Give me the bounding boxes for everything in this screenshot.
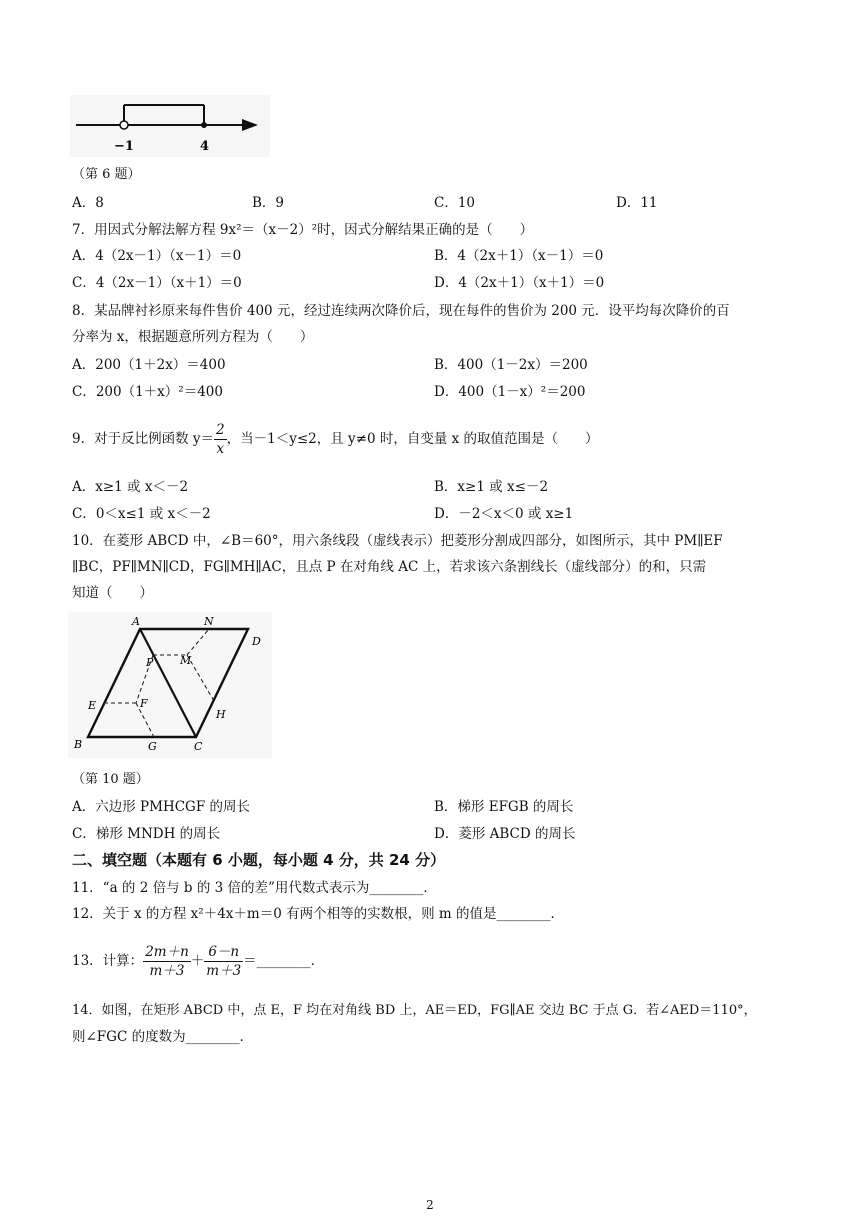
q9-fraction-numerator: 2 — [216, 422, 225, 438]
q13-prefix: 13．计算： — [72, 953, 144, 969]
q7-stem: 7．用因式分解法解方程 9x²＝（x－2）²时，因式分解结果正确的是（ ） — [72, 222, 534, 238]
q13-fraction-2 — [204, 943, 243, 980]
q9-option-b: B．x≥1 或 x≤－2 — [434, 479, 549, 495]
q7-option-c: C．4（2x－1）（x＋1）＝0 — [72, 275, 242, 291]
figure-6-caption: （第 6 题） — [72, 167, 141, 182]
q9-option-a: A．x≥1 或 x＜－2 — [72, 479, 189, 495]
q14-stem-line2: 则∠FGC 的度数为________． — [72, 1029, 254, 1045]
number-line-figure — [70, 95, 270, 157]
q8-stem-line2: 分率为 x，根据题意所列方程为（ ） — [72, 329, 314, 345]
q8-option-a: A．200（1＋2x）＝400 — [72, 357, 226, 373]
q8-option-c: C．200（1＋x）²＝400 — [72, 384, 223, 400]
q13-stem — [72, 941, 324, 981]
q6-option-b: B．9 — [252, 195, 285, 211]
q12-text: 12．关于 x 的方程 x²＋4x＋m＝0 有两个相等的实数根，则 m 的值是________． — [72, 906, 564, 922]
q10-option-b: B．梯形 EFGB 的周长 — [434, 799, 574, 815]
figure-10-caption: （第 10 题） — [72, 772, 149, 787]
q9-stem-suffix: ，当－1＜y≤2，且 y≠0 时，自变量 x 的取值范围是（ ） — [226, 431, 599, 447]
number-line-label-4: 4 — [200, 139, 210, 154]
q7-option-b: B．4（2x＋1）（x－1）＝0 — [434, 248, 604, 264]
number-line-label-minus1: −1 — [114, 139, 134, 154]
q13-plus: ＋ — [190, 953, 205, 969]
q9-option-d: D．－2＜x＜0 或 x≥1 — [434, 506, 574, 522]
q13-fraction-2-denominator: m＋3 — [206, 963, 242, 979]
q13-fraction-1-numerator: 2m＋n — [145, 944, 189, 960]
q10-option-a: A．六边形 PMHCGF 的周长 — [72, 799, 250, 815]
q9-option-c: C．0＜x≤1 或 x＜－2 — [72, 506, 211, 522]
q9-fraction — [214, 421, 227, 458]
q9-fraction-denominator: x — [216, 441, 225, 457]
q6-option-d: D．11 — [616, 195, 658, 211]
q10-stem-line2: ∥BC，PF∥MN∥CD，FG∥MH∥AC，且点 P 在对角线 AC 上，若求该六条割线长（虚线部分）的和，只需 — [72, 559, 707, 575]
rhombus-label-d: D — [252, 635, 261, 648]
rhombus-label-a: A — [132, 615, 140, 628]
q10-option-d: D．菱形 ABCD 的周长 — [434, 826, 576, 842]
rhombus-label-h: H — [216, 708, 226, 721]
q7-option-a: A．4（2x－1）（x－1）＝0 — [72, 248, 242, 264]
q10-option-c: C．梯形 MNDH 的周长 — [72, 826, 221, 842]
rhombus-label-c: C — [194, 740, 203, 753]
q8-option-b: B．400（1－2x）＝200 — [434, 357, 588, 373]
q11-text: 11．“a 的 2 倍与 b 的 3 倍的差”用代数式表示为________． — [72, 880, 437, 896]
q8-option-d: D．400（1－x）²＝200 — [434, 384, 586, 400]
rhombus-figure — [68, 612, 272, 758]
rhombus-label-g: G — [148, 740, 157, 753]
q9-stem-prefix: 9．对于反比例函数 y＝ — [72, 431, 215, 447]
section-2-title: 二、填空题（本题有 6 小题，每小题 4 分，共 24 分） — [72, 851, 446, 869]
q7-option-d: D．4（2x＋1）（x＋1）＝0 — [434, 275, 605, 291]
q13-fraction-2-numerator: 6－n — [204, 943, 243, 962]
rhombus-label-f: F — [140, 697, 148, 710]
q13-fraction-1 — [143, 943, 191, 980]
page-number: 2 — [426, 1198, 434, 1212]
q14-stem-line1: 14．如图，在矩形 ABCD 中，点 E，F 均在对角线 BD 上，AE＝ED，FG∥AE 交边 BC 于点 G．若∠AED＝110°， — [72, 1003, 757, 1018]
rhombus-label-p: P — [146, 656, 154, 669]
rhombus-label-b: B — [74, 738, 83, 751]
rhombus-label-m: M — [180, 654, 192, 667]
q9-stem — [72, 419, 599, 459]
rhombus-label-n: N — [204, 615, 214, 628]
q6-option-a: A．8 — [72, 195, 104, 211]
q6-option-c: C．10 — [434, 195, 476, 211]
q13-suffix: ＝________． — [243, 953, 325, 969]
q10-stem-line1: 10．在菱形 ABCD 中，∠B＝60°，用六条线段（虚线表示）把菱形分割成四部分，如图所示，其中 PM∥EF — [72, 533, 723, 549]
q10-stem-line3: 知道（ ） — [72, 585, 153, 601]
rhombus-label-e: E — [88, 699, 97, 712]
q8-stem-line1: 8．某品牌衬衫原来每件售价 400 元，经过连续两次降价后，现在每件的售价为 200 元．设平均每次降价的百 — [72, 303, 730, 319]
q13-fraction-1-denominator: m＋3 — [149, 963, 185, 979]
